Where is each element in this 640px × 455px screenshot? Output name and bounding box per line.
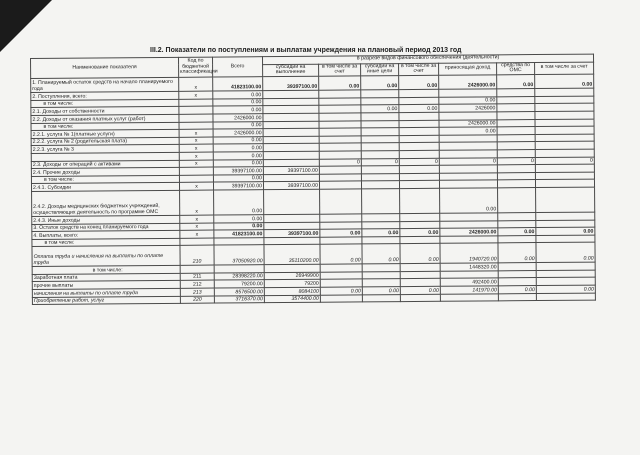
cell-name: в том числе:: [32, 238, 180, 247]
cell-subsidy: 26949900: [264, 272, 320, 280]
header-incl-account: в том числе за счет: [319, 63, 361, 76]
cell-total: 39397100.00: [213, 182, 263, 190]
cell-name: Заработная плата: [32, 273, 180, 282]
header-code: Код по бюджетной классификации: [178, 57, 212, 77]
cell-name: 2.4.1. Субсидии: [31, 183, 179, 192]
cell-name: 2.2.1. услуга № 1(платные услуги): [31, 129, 179, 138]
cell-total: 0.00: [213, 106, 263, 114]
cell-name: 2.2.3. услуга № 3: [31, 145, 179, 154]
cell-name: начисления на выплаты по оплате труда: [32, 288, 180, 297]
cell-c6: 0.00: [361, 105, 399, 113]
cell-total: 0.00: [213, 144, 263, 152]
cell-oms: 0.00: [498, 228, 536, 236]
cell-c10: [536, 187, 595, 212]
cell-subsidy: 79200: [264, 280, 320, 288]
header-total: Всего: [212, 57, 262, 78]
cell-code: x: [179, 137, 213, 145]
cell-subsidy: 8084100: [264, 287, 320, 295]
cell-total: 0.00: [214, 222, 264, 230]
cell-name: 3. Остаток средств на конец планируемого года: [32, 223, 180, 232]
cell-c5: 0.00: [320, 229, 362, 237]
cell-total: 0.00: [214, 190, 264, 215]
cell-c10: 0: [535, 157, 594, 165]
page-title: III.2. Показатели по поступлениям и выплатам учреждения на плановый период 2013 год: [150, 47, 462, 54]
cell-oms: 0.00: [498, 243, 536, 263]
header-incl-account-2: в том числе за счет: [399, 63, 439, 76]
cell-name: 2.4. Прочие доходы: [31, 167, 179, 176]
cell-c10: 0.00: [536, 227, 595, 235]
cell-code: x: [179, 160, 213, 168]
cell-total: 37050920.00: [214, 245, 264, 265]
cell-income: 2426000.00: [439, 119, 497, 127]
cell-c6: 0.00: [361, 76, 399, 90]
cell-c7: 0.00: [399, 105, 439, 113]
cell-income: 0.00: [439, 127, 497, 135]
header-subsidy-other: субсидии на иные цели: [361, 63, 399, 76]
header-incl-account-3: в том числе за счет: [535, 62, 594, 75]
cell-code: x: [179, 182, 213, 190]
cell-name: в том числе:: [31, 175, 179, 184]
cell-total: 0.00: [213, 136, 263, 144]
header-group: в разрезе видов финансового обеспечения (деятельности): [262, 54, 593, 64]
cell-total: 41823100.00: [213, 77, 263, 91]
cell-oms: 0.00: [498, 286, 536, 294]
cell-c7: [400, 188, 440, 213]
cell-c7: 0.00: [400, 244, 440, 264]
cell-c6: [362, 294, 400, 302]
cell-c7: 0: [399, 158, 439, 166]
header-income: приносящая доход: [439, 62, 497, 75]
cell-subsidy: 35110200.00: [264, 245, 320, 265]
cell-total: 0.00: [213, 98, 263, 106]
cell-c5: [320, 189, 362, 214]
cell-income: 1940720.00: [440, 243, 498, 263]
cell-subsidy: 3574400.00: [264, 295, 320, 303]
cell-name: в том числе:: [31, 99, 179, 108]
cell-total: 0.00: [213, 152, 263, 160]
cell-income: 2426000.00: [440, 228, 498, 236]
cell-c7: 0.00: [400, 228, 440, 236]
cell-name: Оплата труда и начисления на выплаты по оплате труда: [32, 246, 180, 267]
cell-c7: [400, 294, 440, 302]
cell-c10: 0.00: [536, 285, 595, 293]
cell-total: 28398220.00: [214, 273, 264, 281]
cell-name: 2.1. Доходы от собственности: [31, 107, 179, 116]
cell-name: 2.4.3. Иные доходы: [32, 215, 180, 224]
cell-total: 41823100.00: [214, 230, 264, 238]
cell-name: 2.4.2. Доходы медицинских бюджетных учреждений, осуществляющих деятельность по программе ОМС: [32, 190, 180, 216]
cell-c6: 0.00: [362, 244, 400, 264]
cell-name: 1. Планируемый остаток средств на начало планируемого года: [31, 78, 179, 93]
cell-name: 2.2.2. услуга № 2 (родительская плата): [31, 137, 179, 146]
cell-c7: 0.00: [399, 75, 439, 89]
cell-total: 0.00: [213, 174, 263, 182]
cell-c10: 0.00: [535, 74, 594, 88]
cell-c6: 0.00: [362, 287, 400, 295]
cell-code: x: [179, 129, 213, 137]
cell-income: 0: [439, 157, 497, 165]
cell-subsidy: 39397100.00: [263, 182, 319, 190]
cell-income: 141970.00: [440, 286, 498, 294]
cell-income: 0.00: [439, 97, 497, 105]
cell-c6: [362, 189, 400, 214]
cell-code: x: [179, 77, 213, 91]
cell-total: 79200.00: [214, 280, 264, 288]
cell-name: в том числе:: [31, 122, 179, 131]
cell-c5: 0.00: [320, 287, 362, 295]
cell-subsidy: 39397100.00: [263, 166, 319, 174]
cell-subsidy: 39397100.00: [264, 229, 320, 237]
cell-c6: 0: [361, 158, 399, 166]
header-oms: средства по ОМС: [497, 62, 535, 75]
cell-name: прочие выплаты: [32, 281, 180, 290]
cell-oms: 0: [497, 157, 535, 165]
cell-total: 39397100.00: [213, 167, 263, 175]
cell-income: [440, 293, 498, 301]
scan-corner-shadow: [0, 0, 52, 52]
cell-subsidy: [264, 189, 320, 214]
header-name: Наименование показателя: [31, 57, 179, 78]
cell-income: 2426000.00: [439, 75, 497, 89]
cell-name: 2.2. Доходы от оказания платных услуг (работ): [31, 114, 179, 123]
cell-oms: 0.00: [497, 75, 535, 89]
cell-income: 2426000: [439, 104, 497, 112]
cell-code: 212: [180, 281, 214, 289]
cell-subsidy: 39397100.00: [263, 76, 319, 90]
cell-oms: [498, 293, 536, 301]
cell-name: в том числе:: [32, 266, 180, 275]
cell-code: x: [180, 223, 214, 231]
cell-total: 0.00: [214, 215, 264, 223]
cell-c7: 0.00: [400, 286, 440, 294]
cell-c5: 0: [319, 158, 361, 166]
cell-c10: 0.00: [536, 242, 595, 262]
cell-code: x: [180, 230, 214, 238]
cell-code: x: [180, 215, 214, 223]
cell-code: 213: [180, 288, 214, 296]
cell-total: 2426000.00: [213, 129, 263, 137]
cell-c5: [320, 295, 362, 303]
cell-c5: 0.00: [320, 244, 362, 264]
cell-code: 210: [180, 245, 214, 265]
cell-c5: 0.00: [319, 76, 361, 90]
cell-income: 492400.00: [440, 278, 498, 286]
cell-code: x: [179, 91, 213, 99]
indicators-table: [30, 54, 596, 306]
cell-total: 3716370.00: [214, 295, 264, 303]
cell-total: 2426000.00: [213, 114, 263, 122]
cell-total: 0.00: [213, 159, 263, 167]
cell-code: x: [180, 190, 214, 215]
cell-total: 0.00: [213, 91, 263, 99]
cell-name: Приобретение работ, услуг: [32, 296, 180, 305]
cell-name: 2.3. Доходы от операций с активами: [31, 160, 179, 169]
cell-total: 0.00: [213, 121, 263, 129]
cell-code: 211: [180, 273, 214, 281]
cell-code: 220: [180, 296, 214, 304]
cell-c6: 0.00: [362, 229, 400, 237]
cell-income: 1448320.00: [440, 263, 498, 271]
cell-code: x: [179, 144, 213, 152]
report-sheet: [30, 54, 595, 328]
cell-name: 4. Выплаты, всего:: [32, 230, 180, 239]
cell-name: 2. Поступления, всего:: [31, 92, 179, 101]
cell-code: x: [179, 152, 213, 160]
table-body: [31, 74, 596, 304]
cell-oms: [498, 187, 536, 212]
cell-total: 8576500.00: [214, 288, 264, 296]
cell-income: 0.00: [440, 188, 498, 213]
cell-c10: [536, 293, 595, 301]
header-subsidy: субсидии на выполнение: [263, 64, 319, 77]
